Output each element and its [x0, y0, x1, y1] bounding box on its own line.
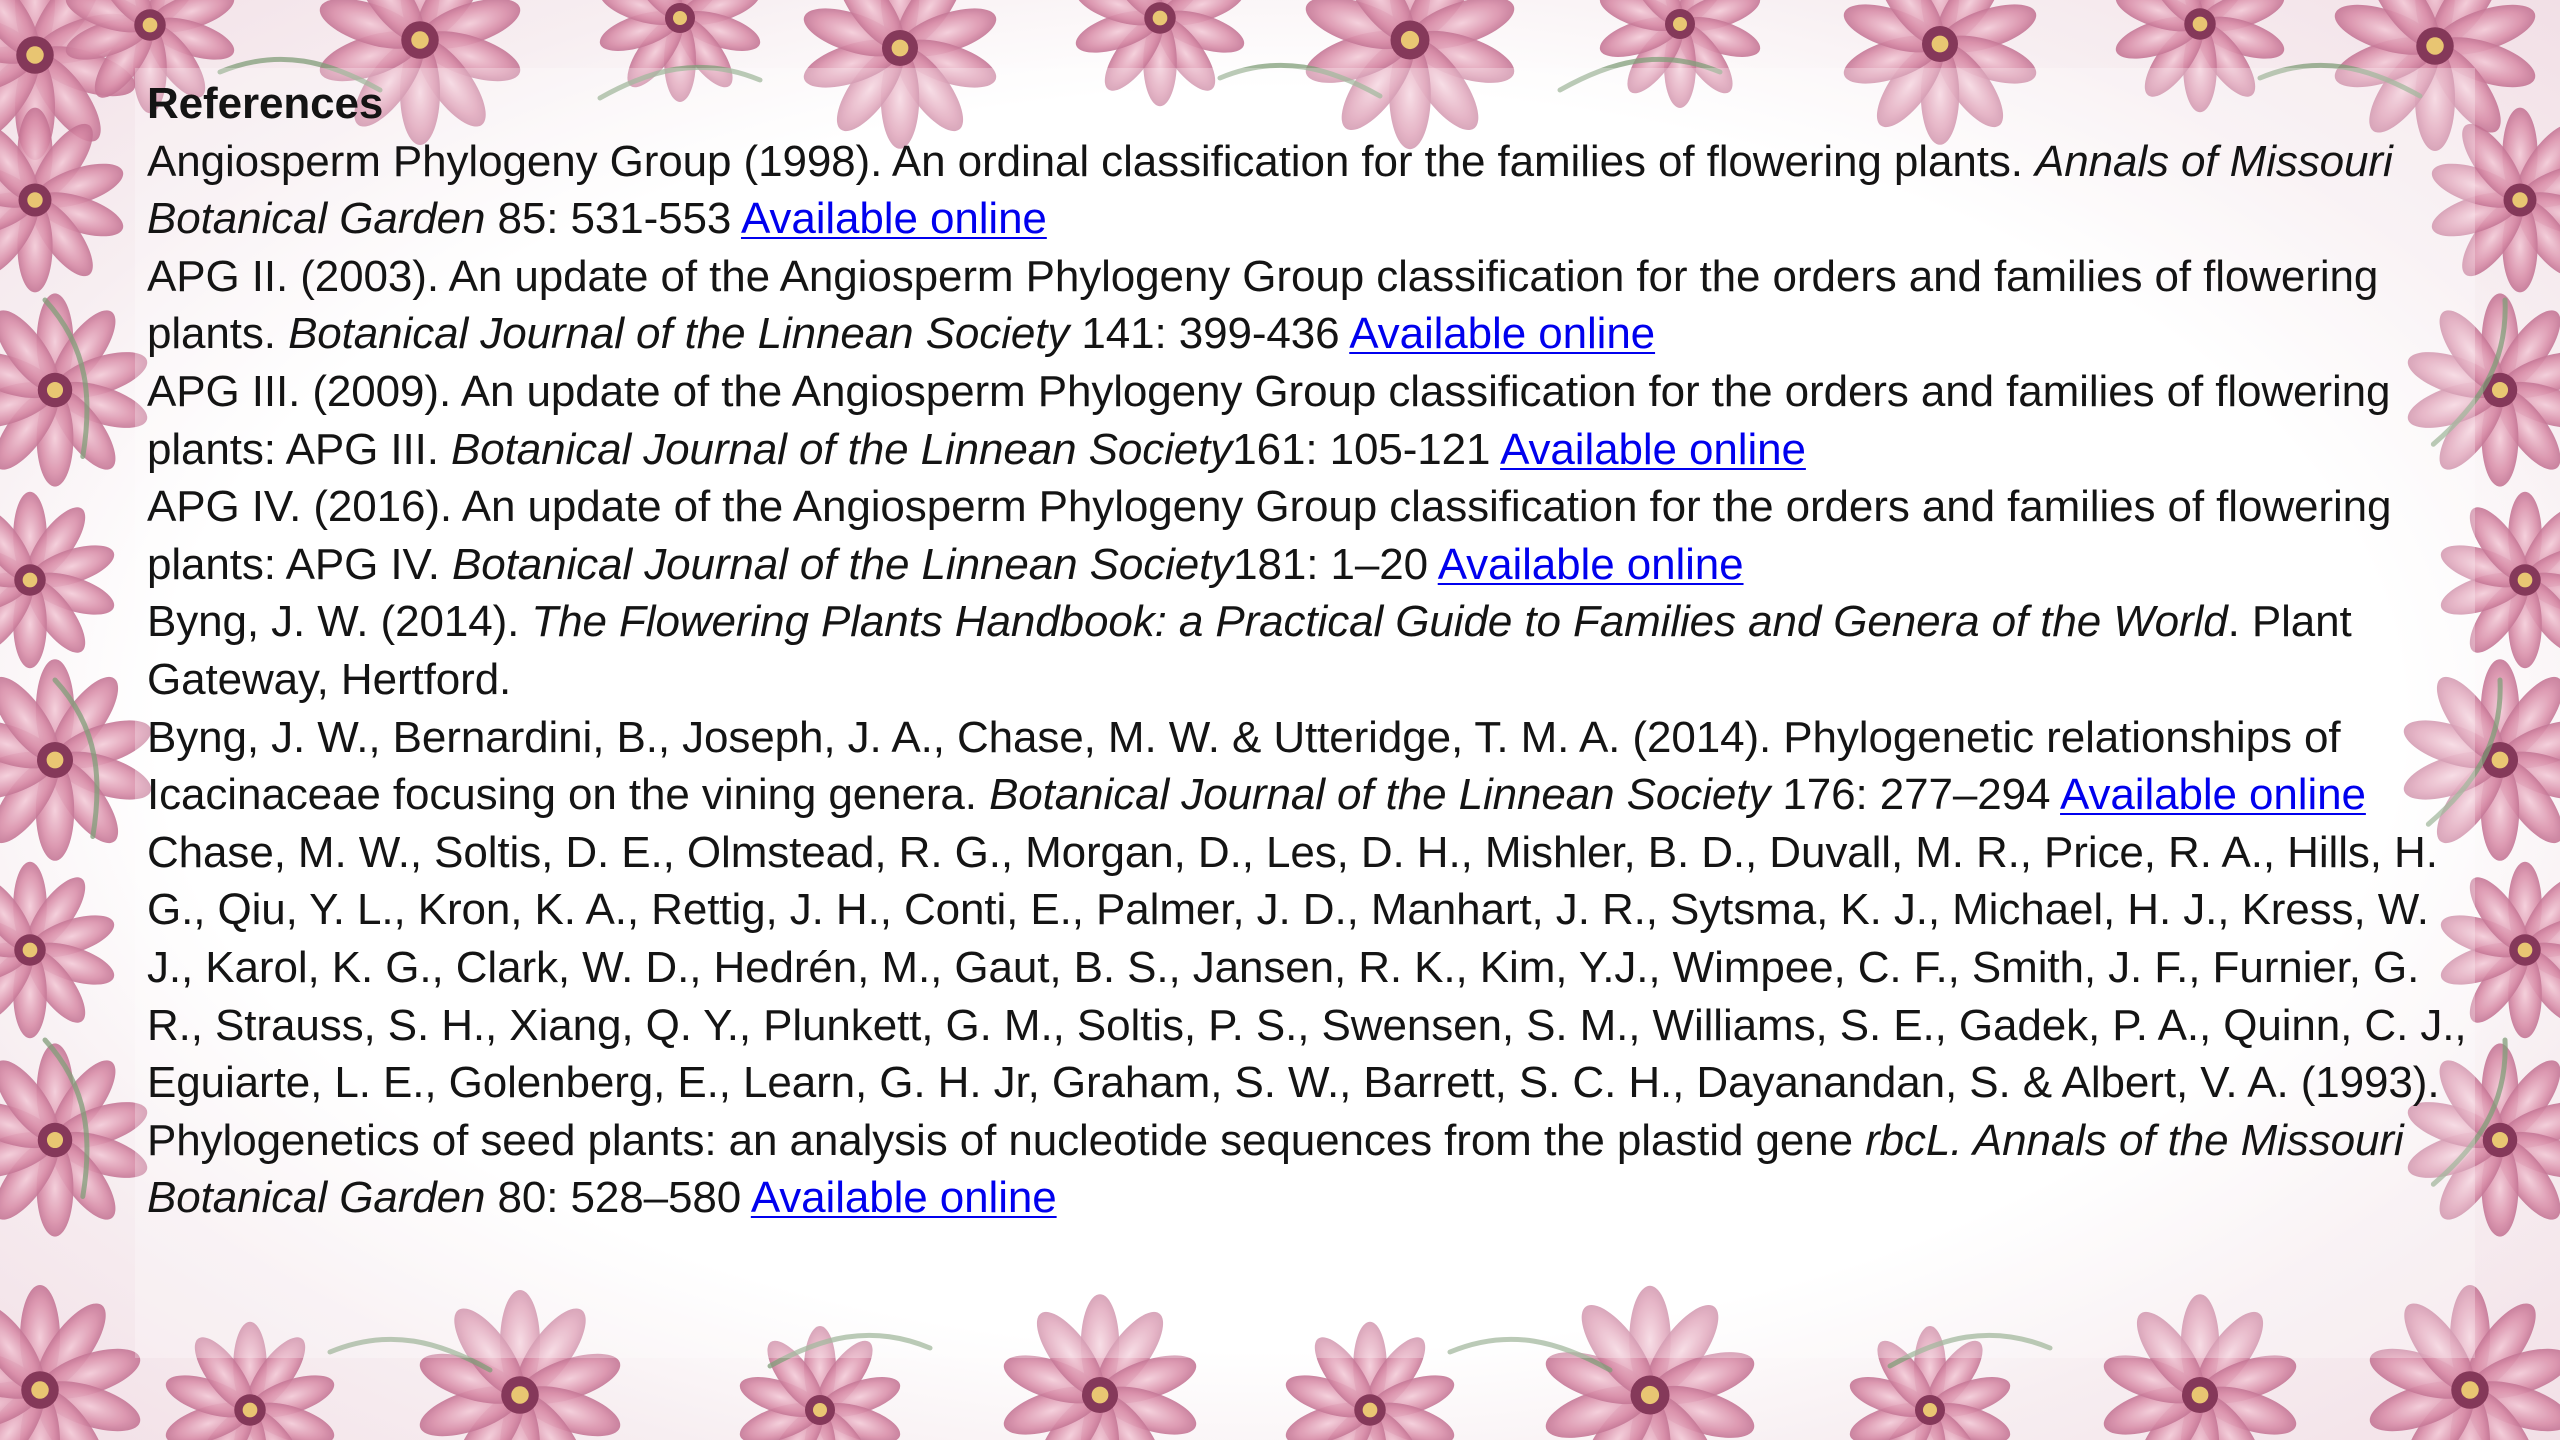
gene-name: rbcL — [1865, 1115, 1951, 1165]
reference-item-apg-1998 — [147, 133, 2477, 248]
reference-text: Byng, J. W. (2014). — [147, 597, 532, 647]
available-online-link[interactable]: Available online — [740, 194, 1047, 244]
reference-text: Byng, J. W., Bernardini, B., Joseph, J. A., Chase, M. W. & Utteridge, T. M. A. (2014). Phylogenetic relationships of Icacinaceae focusing on the vining genera. — [147, 712, 2341, 820]
available-online-link[interactable]: Available online — [1500, 424, 1806, 474]
journal-title: . Annals of the Missouri Botanical Garden — [147, 1115, 2404, 1223]
reference-text: APG III. (2009). An update of the Angiosperm Phylogeny Group classification for the orders and families of flowering plants: APG III. — [147, 366, 2391, 474]
reference-item-apg-iii — [147, 363, 2477, 478]
journal-title: Botanical Journal of the Linnean Society — [989, 770, 1771, 820]
reference-text: APG IV. (2016). An update of the Angiosperm Phylogeny Group classification for the orders and families of flowering plants: APG IV. — [147, 482, 2392, 589]
available-online-link[interactable]: Available online — [2060, 770, 2366, 820]
reference-text: Chase, M. W., Soltis, D. E., Olmstead, R. G., Morgan, D., Les, D. H., Mishler, B. D., Duvall, M. R., Price, R. A., Hills, H. G., Qiu, Y. L., Kron, K. A., Rettig, J. H., Conti, E., Palmer, J. D., Manhart, J. R., Sytsma, K. J., Michael, H. J., Kress, W. J., Karol, K. G., Clark, W. D., Hedrén, M., Gaut, B. S., Jansen, R. K., Kim, Y.J., Wimpee, C. F., Smith, J. F., Furnier, G. R., Strauss, S. H., Xiang, Q. Y., Plunkett, G. M., Soltis, P. S., Swensen, S. M., Williams, S. E., Gadek, P. A., Quinn, C. J., Eguiarte, L. E., Golenberg, E., Learn, G. H. Jr, Graham, S. W., Barrett, S. C. H., Dayanandan, S. & Albert, V. A. (1993). Phylogenetics of seed plants: an analysis of nucleotide sequences from the plastid gene — [147, 827, 2467, 1165]
reference-publisher: . Plant Gateway, Hertford. — [147, 597, 2352, 704]
reference-item-apg-iv — [147, 478, 2477, 593]
reference-text: APG II. (2003). An update of the Angiosperm Phylogeny Group classification for the orders and families of flowering plants. — [147, 251, 2379, 359]
reference-volume-pages: 161: 105-121 — [1232, 424, 1501, 474]
available-online-link[interactable]: Available online — [750, 1173, 1057, 1223]
journal-title: Annals of Missouri Botanical Garden — [147, 136, 2393, 244]
reference-volume-pages: 181: 1–20 — [1233, 539, 1438, 589]
reference-item-byng-2014-handbook — [147, 593, 2477, 708]
book-title: The Flowering Plants Handbook: a Practical Guide to Families and Genera of the World — [531, 597, 2228, 647]
reference-item-chase-1993 — [147, 824, 2477, 1227]
reference-volume-pages: 141: 399-436 — [1069, 309, 1350, 359]
references-heading: References — [147, 79, 384, 128]
reference-volume-pages: 85: 531-553 — [485, 194, 741, 244]
reference-item-apg-ii — [147, 248, 2477, 363]
reference-text: Angiosperm Phylogeny Group (1998). An ordinal classification for the families of flowering plants. — [147, 136, 2035, 186]
reference-volume-pages: 176: 277–294 — [1770, 770, 2061, 820]
available-online-link[interactable]: Available online — [1349, 309, 1656, 359]
reference-volume-pages: 80: 528–580 — [485, 1173, 751, 1223]
available-online-link[interactable]: Available online — [1437, 539, 1744, 589]
references-text-block — [147, 75, 2477, 1227]
journal-title: Botanical Journal of the Linnean Society — [288, 309, 1070, 359]
journal-title: Botanical Journal of the Linnean Society — [451, 539, 1234, 589]
journal-title: Botanical Journal of the Linnean Society — [451, 424, 1233, 474]
reference-item-byng-2014-icacinaceae — [147, 709, 2477, 824]
